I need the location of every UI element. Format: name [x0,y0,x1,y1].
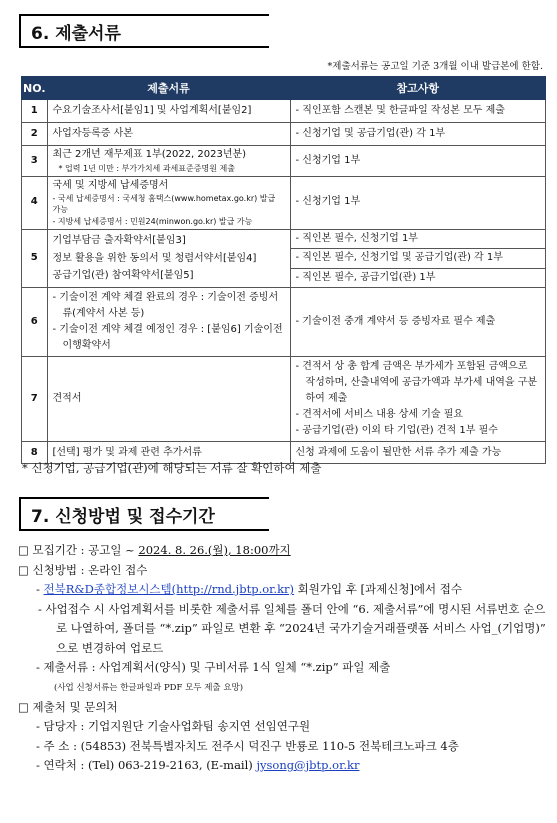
col-header-no: NO. [22,77,48,100]
contact-address: - 주 소 : (54853) 전북특별자치도 전주시 덕진구 반룡로 110-5 전북테크노파크 4층 [36,738,459,753]
row-item [47,229,290,288]
row-item-sub: * 업력 1년 미만 : 부가가치세 과세표준증명원 제출 [58,163,235,173]
contact-phone: - 연락처 : (Tel) 063-219-2163, (E-mail) [36,758,257,772]
row-item: [선택] 평가 및 과제 관련 추가서류 [47,442,290,464]
documents-table [21,76,546,464]
row-number: 6 [22,288,48,357]
row-number: 8 [22,442,48,464]
method-line: □ 신청방법 : 온라인 접수 [18,562,148,577]
section-7-header [19,497,269,531]
section-7-body [18,541,550,776]
method-item-1-rest: 회원가입 후 [과제신청]에서 접수 [294,582,463,596]
row-item-line: 공급기업(관) 참여확약서[붙임5] [52,270,194,282]
table-row [22,100,546,123]
row-item-line: - 기술이전 계약 체결 예정인 경우 : [붙임6] 기술이전 이행확약서 [52,324,283,352]
section-7-title: 7. 신청방법 및 접수기간 [31,506,215,527]
row-note-line: - 직인본 필수, 신청기업 1부 [295,232,418,244]
row-note-line: - 견적서 상 총 합계 금액은 부가세가 포함된 금액으로 작성하며, 산출내역에 공급가액과 부가세 내역을 구분하여 제출 [295,361,538,405]
table-row [22,146,546,177]
col-header-item: 제출서류 [47,77,290,100]
row-note: - 신청기업 및 공급기업(관) 각 1부 [290,123,546,146]
period-line [18,541,550,561]
row-item-sub: - 지방세 납세증명서 : 민원24(minwon.go.kr) 발급 가능 [52,216,253,226]
table-row [22,357,546,442]
row-note-line: - 견적서에 서비스 내용 상세 기술 필요 [295,409,464,421]
row-note: - 직인포함 스캔본 및 한글파일 작성본 모두 제출 [290,100,546,123]
section-6-header [19,14,269,48]
row-item: 수요기술조사서[붙임1] 및 사업계획서[붙임2] [47,100,290,123]
row-item-main: 국세 및 지방세 납세증명서 [52,179,169,191]
row-note [290,229,546,288]
contact-email-link[interactable]: jysong@jbtp.or.kr [256,758,360,772]
row-item [47,288,290,357]
row-item [47,146,290,177]
method-item-1: - 전북R&D종합정보시스템(http://rnd.jbtp.or.kr) 회원가입 후 [과제신청]에서 접수 [36,582,463,596]
col-header-note: 참고사항 [290,77,546,100]
contact-line: □ 제출처 및 문의처 [18,699,118,714]
row-item-line: 정보 활용을 위한 동의서 및 청렴서약서[붙임4] [52,252,257,264]
period-label: □ 모집기간 : 공고일 ~ [18,543,139,557]
rnd-system-link[interactable]: 전북R&D종합정보시스템(http://rnd.jbtp.or.kr) [43,582,295,596]
row-number: 5 [22,229,48,288]
table-footnote: * 신청기업, 공급기업(관)에 해당되는 서류 잘 확인하여 제출 [22,461,322,475]
row-number: 3 [22,146,48,177]
row-number: 7 [22,357,48,442]
period-value: 2024. 8. 26.(월), 18:00까지 [138,543,291,557]
row-item-line: 기업부담금 출자확약서[붙임3] [52,235,186,247]
row-note: - 신청기업 1부 [290,146,546,177]
table-row [22,229,546,288]
method-item-3: - 제출서류 : 사업계획서(양식) 및 구비서류 1식 일체 “*.zip” 파일 제출 [36,660,391,674]
table-row [22,176,546,229]
row-number: 2 [22,123,48,146]
table-header-row [22,77,546,100]
row-note-line: - 공급기업(관) 이외 타 기업(관) 견적 1부 필수 [295,425,498,437]
row-item-line: - 기술이전 계약 체결 완료의 경우 : 기술이전 증빙서류(계약서 사본 등) [52,292,279,320]
row-item [47,176,290,229]
contact-phone-email [18,756,550,776]
method-item-2: - 사업접수 시 사업계획서를 비롯한 제출서류 일체를 폴더 안에 “6. 제출서류”에 명시된 서류번호 순으로 나열하여, 폴더를 “*.zip” 파일로 변환 후 “2024년 국가기술거래플랫폼 서비스 사업_(기업명)” 으로 변경하여 업로드 [38,601,546,655]
row-note [290,357,546,442]
table-row [22,288,546,357]
contact-person: - 담당자 : 기업지원단 기술사업화팀 송지연 선임연구원 [36,719,311,733]
section-6-title: 6. 제출서류 [31,23,121,44]
submission-note: *제출서류는 공고일 기준 3개월 이내 발급본에 한함. [327,61,543,72]
row-note-line: - 직인본 필수, 신청기업 및 공급기업(관) 각 1부 [291,248,546,268]
row-item-sub: - 국세 납세증명서 : 국세청 홈택스(www.hometax.go.kr) 발급 가능 [52,194,276,215]
row-item: 사업자등록증 사본 [47,123,290,146]
row-note-line: - 직인본 필수, 공급기업(관) 1부 [291,268,546,288]
row-item: 견적서 [47,357,290,442]
row-note: - 기술이전 중개 계약서 등 증빙자료 필수 제출 [290,288,546,357]
row-note: 신청 과제에 도움이 될만한 서류 추가 제출 가능 [290,442,546,464]
row-number: 1 [22,100,48,123]
row-number: 4 [22,176,48,229]
row-item-main: 최근 2개년 재무제표 1부(2022, 2023년분) [52,149,247,160]
row-note: - 신청기업 1부 [290,176,546,229]
table-row [22,123,546,146]
method-item-3-note: (사업 신청서류는 한글파일과 PDF 모두 제출 요망) [54,682,244,693]
